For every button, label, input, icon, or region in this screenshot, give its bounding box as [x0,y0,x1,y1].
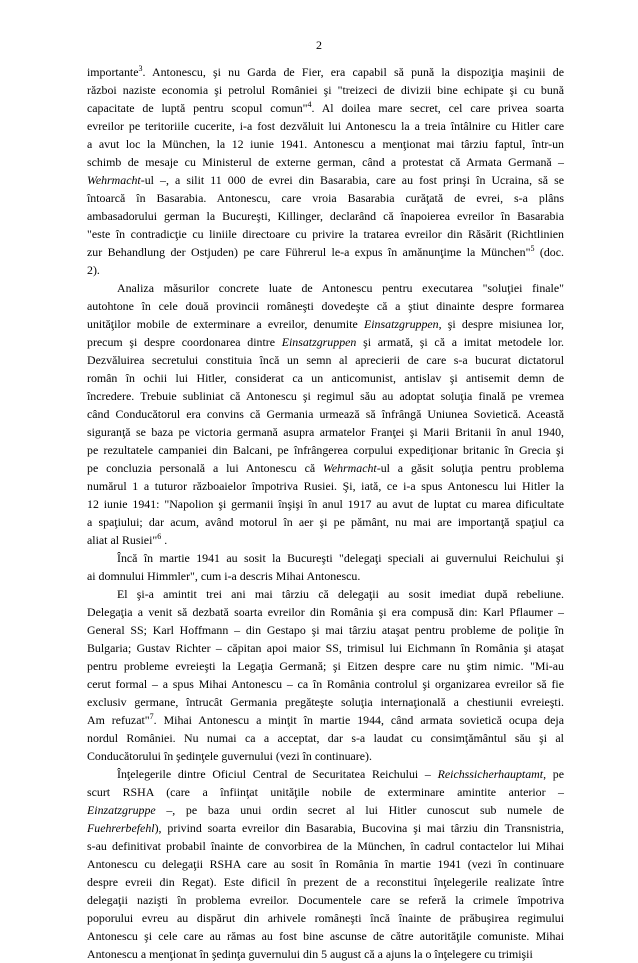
text-line [87,225,564,243]
text-segment: autohtone în cele două provincii româneşti dovedeşte că a ştiut dinainte despre formarea [87,299,564,313]
text-line [87,117,564,135]
footnote-ref: 6 [157,532,162,541]
text-line [87,171,564,189]
text-segment: Einsatzgruppen [281,335,357,349]
text-segment: despre evreii din Regat). Este dificil în prezent de a reconstitui înţelegerile realizate între [87,875,564,889]
text-segment: Antonescu cu delegaţii RSHA care au sosit în România în martie 1941 (vezi în continuare [87,857,564,871]
text-line [87,531,564,549]
text-segment: Einsatzgruppen [363,317,439,331]
text-segment: exclusiv germane, întrucât Germania pregăteşte soluţia internaţională a chestiunii evreieşti. [87,695,564,709]
text-segment: a avut loc la München, la 12 iunie 1941. Antonescu a menţionat mai târziu faptul, într-un [87,137,564,151]
text-line [87,891,564,909]
text-segment: zur Behandlung der Ostjuden) pe care Führerul le-a expus în amănunţime la München" [87,245,531,259]
page-number: 2 [316,38,322,52]
text-segment: Dezvăluirea secretului constituia încă un semn al aprecierii de care s-a bucurat dictatorul [87,353,564,367]
text-segment: când Conducătorul era convins că Germania urmează să înfrângă Uniunea Sovietică. Această [87,407,564,421]
text-line [87,639,564,657]
text-segment: război naziste economia şi petrolul României şi "treizeci de divizii bine echipate şi cu bună [87,83,564,97]
text-line [87,657,564,675]
text-line [87,873,564,891]
text-line [87,801,564,819]
text-segment: Analiza măsurilor concrete luate de Antonescu pentru executarea "soluţiei finale" [117,281,564,295]
text-segment: Bulgaria; Gustav Richter – căpitan apoi maior SS, trimisul lui Eichmann în România şi ataşat [87,641,564,655]
text-segment: capacitate de luptă pentru scopul comun" [87,101,308,115]
text-segment: ), privind soarta evreilor din Basarabia, Bucovina şi mai târziu din Transnistria, [154,821,564,835]
text-line [87,513,564,531]
text-segment: român în ochii lui Hitler, considerat ca un anticomunist, antislav şi antisemit demn de [87,371,564,385]
text-segment: Reichssicherhauptamt [437,767,544,781]
text-line [87,495,564,513]
footnote-ref: 3 [138,64,143,73]
text-segment: -ul a găsit soluţia pentru problema [376,461,565,475]
text-segment: , pe [543,767,564,781]
text-line [87,675,564,693]
text-line [87,135,564,153]
text-line [87,243,564,261]
text-segment: pentru probleme evreieşti la Legaţia Germană; şi Eitzen despre care nu ştim nimic. "Mi-au [87,659,564,673]
text-line [87,945,564,963]
text-segment: –, pe baza unui ordin secret al lui Hitler cunoscut sub numele de [155,803,564,817]
footnote-ref: 4 [307,100,312,109]
text-segment: Conducătorului în şedinţele guvernului (vezi în continuare). [87,749,372,763]
text-segment: "este în contradicţie cu liniile directoare cu privire la tratarea evreilor din Răsărit (Richtlinien [87,227,564,241]
text-segment: Wehrmacht [323,461,377,475]
text-line [87,747,564,765]
text-line [87,297,564,315]
text-line [87,279,564,297]
text-line [87,63,564,81]
text-segment: delegaţii nazişti în problema evreilor. Documentele care se referă la crimele împotriva [87,893,564,907]
text-line [87,405,564,423]
text-segment: precum şi despre coordonarea dintre [87,335,282,349]
text-line [87,711,564,729]
footnote-ref: 7 [149,712,154,721]
text-line [87,369,564,387]
text-line [87,729,564,747]
text-line [87,693,564,711]
text-line [87,315,564,333]
text-line [87,333,564,351]
text-segment: 12 iunie 1941: "Napolion şi germanii înşişi în anul 1917 au avut de luptat cu marea dificultate [87,497,564,511]
text-line [87,207,564,225]
text-line [87,567,564,585]
text-line [87,549,564,567]
text-segment: Încă în martie 1941 au sosit la Bucureşti "delegaţi speciali ai guvernului Reichului şi [117,551,564,565]
text-segment: scurt RSHA (care a înfiinţat unităţile nobile de exterminare amintite anterior – [87,785,564,799]
text-segment: cerut formal – a spus Mihai Antonescu – ca în România controlul şi organizarea evreilor să fie [87,677,564,691]
text-line [87,423,564,441]
text-segment: Antonescu şi cele care au rămas au fost bine ascunse de către autorităţile comuniste. Mihai [87,929,564,943]
text-segment: . Mihai Antonescu a minţit în martie 1944, când armata sovietică ocupa deja [153,713,564,727]
text-segment: Fuehrerbefehl [87,821,155,835]
text-segment: aliat al Rusiei" [87,533,158,547]
text-segment: s-au definitivat probabil înainte de convorbirea de la München, în cadrul contactelor lui Mihai [87,839,564,853]
text-segment: importante [87,65,139,79]
text-line [87,837,564,855]
text-segment: poporului evreu au dispărut din arhivele româneşti încă înainte de prăbuşirea regimului [87,911,564,925]
text-line [87,621,564,639]
text-segment: Am refuzat" [87,713,150,727]
text-segment: El şi-a amintit trei ani mai târziu că delegaţii au sosit imediat după rebeliune. [117,587,564,601]
text-line [87,927,564,945]
text-segment: , şi despre misiunea lor, [438,317,564,331]
text-segment: Einzatzgruppe [87,803,156,817]
text-segment: . [161,533,168,547]
text-segment: încredere. Trebuie subliniat că Antonescu şi regimul său au adoptat soluţia finală pe vremea [87,389,564,403]
text-segment: Wehrmacht [87,173,141,187]
text-line [87,585,564,603]
text-line [87,783,564,801]
text-segment: ambasadorului german la Bucureşti, Killinger, declarând că înapoierea evreilor în Basarabia [87,209,564,223]
text-line [87,387,564,405]
text-segment: . Al doilea mare secret, cel care privea soarta [311,101,564,115]
text-line [87,765,564,783]
text-segment: unităţilor mobile de exterminare a evreilor, denumite [87,317,364,331]
text-segment: nordul României. Nu numai ca a acceptat, dar s-a laudat cu consimţământul său şi al [87,731,564,745]
text-segment: a spaţiului; dar acum, având motorul în aer şi pe pământ, nu mai are importanţă spaţiul ca [87,515,564,529]
text-segment: Delegaţia a venit să dezbată soarta evreilor din România şi era compusă din: Karl Pflaumer – [87,605,564,619]
text-line [87,477,564,495]
footnote-ref: 5 [530,244,535,253]
text-segment: evreilor pe teritoriile cucerite, i-a fost dezvăluit lui Antonescu la a treia întâlnire cu Hitler care [87,119,564,133]
text-segment: Antonescu a menţionat în şedinţa guvernului din 5 august că a ajuns la o înţelegere cu trimişii [87,947,533,961]
text-segment: pe concluzia personală a lui Antonescu că [87,461,323,475]
text-segment: . Antonescu, şi nu Garda de Fier, era capabil să pună la dispoziţia maşinii de [142,65,564,79]
text-line [87,261,564,279]
text-segment: numărul 1 a tuturor războaielor împotriva Rusiei. Şi, iată, ce i-a spus Antonescu lui Hitler la [87,479,564,493]
text-segment: şi armată, şi că a imitat metodele lor. [356,335,564,349]
text-line [87,603,564,621]
text-segment: 2). [87,263,100,277]
text-line [87,99,564,117]
text-segment: siguranţă se baza pe victoria germană asupra armatelor Franţei şi Marii Britanii în anul 1940, [87,425,564,439]
text-segment: ai domnului Himmler", cum i-a descris Mihai Antonescu. [87,569,361,583]
text-segment: (doc. [534,245,564,259]
text-line [87,153,564,171]
text-segment: General SS; Karl Hoffmann – din Gestapo şi mai târziu ataşat pentru probleme de poliţie în [87,623,564,637]
text-segment: -ul –, a silit 11 000 de evrei din Basarabia, care au fost prinşi în Ucraina, să se [140,173,564,187]
text-segment: pe rezultatele campaniei din Balcani, pe înfrângerea corpului expediţionar britanic în Grecia şi [87,443,564,457]
text-line [87,441,564,459]
text-segment: schimb de mesaje cu Ministerul de externe german, când a protestat că Armata Germană – [87,155,564,169]
text-line [87,909,564,927]
text-line [87,459,564,477]
text-line [87,189,564,207]
text-line [87,819,564,837]
text-segment: întoarcă în Basarabia. Antonescu, care vroia Basarabia curăţată de evrei, s-a plâns [87,191,564,205]
text-line [87,855,564,873]
text-line [87,351,564,369]
text-line [87,81,564,99]
text-segment: Înţelegerile dintre Oficiul Central de Securitatea Reichului – [117,767,438,781]
